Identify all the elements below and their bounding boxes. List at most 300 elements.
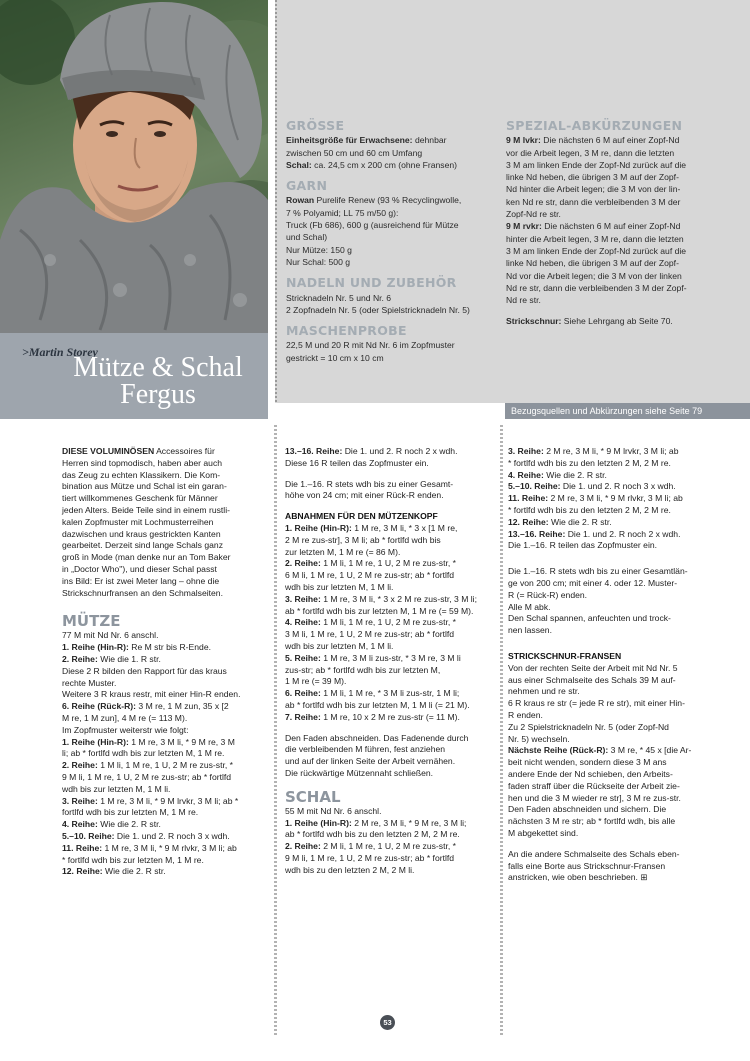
instruction-text: 1 M li, 1 M re, 1 U, 2 M re zus-str, * <box>97 760 233 771</box>
instruction-text: nehmen und re str. <box>508 686 580 697</box>
text-line <box>285 582 495 594</box>
instruction-text: 3 M am linken Ende der Zopf-Nd zurück auf die <box>506 245 687 256</box>
instruction-text: An die andere Schmalseite des Schals eben- <box>508 848 680 859</box>
instruction-text: dehnbar <box>412 135 447 146</box>
text-line <box>62 701 270 713</box>
page-number: 53 <box>380 1015 395 1030</box>
instruction-label: 9 M rvkr: <box>506 221 542 232</box>
instruction-label: Nächste Reihe (Rück-R): <box>508 745 609 756</box>
instruction-text: Den Faden abschneiden. Das Fadenende durch <box>285 732 469 743</box>
title-line-2: Fergus <box>120 379 196 410</box>
instruction-text: 6 M li, 1 M re, 1 U, 2 M re zus-str; ab * fortlfd <box>285 570 455 581</box>
instruction-text: zur letzten M, 1 M re (= 86 M). <box>285 546 401 557</box>
instruction-label: 9 M lvkr: <box>506 135 541 146</box>
text-line <box>62 737 270 749</box>
spacer <box>508 840 744 849</box>
instruction-text: 3 M re, * 45 x [die Ar- <box>608 745 692 756</box>
instruction-text: faden straff über die Rückseite der Arbeit zie- <box>508 780 680 791</box>
instruction-text: ca. 24,5 cm x 200 cm (ohne Fransen) <box>311 159 458 170</box>
instruction-text: 1 M re, 3 M li, * 3 x 2 M re zus-str, 3 M li; <box>320 593 477 604</box>
instruction-text: Die 1. und 2. R noch 2 x wdh. <box>342 446 458 456</box>
text-line <box>506 245 746 257</box>
spacer <box>285 502 495 511</box>
text-line <box>62 642 270 654</box>
spacer <box>285 470 495 479</box>
instruction-text: Die 1.–16. R stets wdh bis zu einer Gesamtlän- <box>508 566 688 577</box>
model-photo <box>0 0 268 333</box>
text-line <box>506 294 746 306</box>
instruction-text: 3 M am linken Ende der Zopf-Nd zurück auf die <box>506 159 687 170</box>
instruction-text: bination aus Mütze und Schal ist ein garan- <box>62 481 227 492</box>
text-line <box>508 745 744 757</box>
text-line <box>285 558 495 570</box>
instruction-label: Einheitsgröße für Erwachsene: <box>286 135 413 146</box>
strickschnur-note: Strickschnur: Siehe Lehrgang ab Seite 70. <box>506 316 673 327</box>
text-line <box>62 784 270 796</box>
instruction-text: die verbleibenden M führen, fest anziehen <box>285 744 446 755</box>
text-line <box>286 244 501 256</box>
text-line <box>508 757 744 769</box>
instruction-text: 22,5 M und 20 R mit Nd Nr. 6 im Zopfmuster <box>286 340 455 351</box>
instruction-text: Nur Mütze: 150 g <box>286 244 352 255</box>
instruction-text: Im Zopfmuster weiterstr wie folgt: <box>62 724 189 735</box>
instruction-label: Rowan <box>286 195 315 206</box>
instruction-label: 1. Reihe (Hin-R): <box>62 642 129 653</box>
text-line <box>286 219 501 231</box>
text-line <box>508 872 744 884</box>
instruction-text: ge von 200 cm; mit einer 4. oder 12. Muster- <box>508 577 678 588</box>
text-line <box>286 304 501 316</box>
instruction-label: 13.–16. Reihe: <box>508 528 566 539</box>
text-line <box>62 493 270 505</box>
text-line <box>62 630 270 642</box>
instruction-text: Strickschnurfransen an den Schmalseiten. <box>62 587 223 598</box>
instruction-text: zwischen 50 cm und 60 cm Umfang <box>286 147 423 158</box>
section-nadeln <box>286 277 501 316</box>
heading-nadeln: NADELN UND ZUBEHÖR <box>286 275 457 291</box>
instruction-text: 2 M re, 3 M li, * 9 M re, 3 M li; <box>351 817 467 828</box>
text-line <box>285 490 495 502</box>
text-line <box>285 653 495 665</box>
instruction-text: andere Ende der Nd schieben, den Arbeits- <box>508 768 673 779</box>
text-line <box>508 781 744 793</box>
instruction-text: ins Bild: Er ist zwei Meter lang – ohne die <box>62 575 220 586</box>
instruction-label: 3. Reihe: <box>62 795 98 806</box>
column-divider <box>500 425 503 1037</box>
text-line <box>285 458 495 470</box>
instruction-label: 1. Reihe (Hin-R): <box>285 522 352 533</box>
text-line <box>508 816 744 828</box>
text-line <box>508 625 744 637</box>
text-line <box>62 819 270 831</box>
spacer <box>508 637 744 651</box>
instruction-text: in „Doctor Who"), und dieser Schal passt <box>62 563 217 574</box>
instruction-text: 1 M re, 3 M li, * 9 M lrvkr, 3 M li; ab * <box>97 795 239 806</box>
text-line <box>285 446 495 458</box>
instruction-text: 1 M re, 3 M li, * 9 M re, 3 M <box>128 736 235 747</box>
instruction-text: falls eine Borte aus Strickschnur-Fransen <box>508 860 666 871</box>
instruction-text: 2 M re, 3 M li, * 9 M lrvkr, 3 M li; ab <box>543 446 679 456</box>
designer-name: >Martin Storey <box>22 345 98 359</box>
instruction-label: 2. Reihe: <box>62 760 98 771</box>
text-line <box>285 629 495 641</box>
instruction-text: gestrickt = 10 cm x 10 cm <box>286 352 384 363</box>
instruction-text: ken Nd re str, dann die verbleibenden 3 M der <box>506 196 681 207</box>
instruction-label: 3. Reihe: <box>508 446 544 456</box>
instruction-text: Nd re str. <box>506 295 541 306</box>
instruction-text: 1 M re (= 39 M). <box>285 676 347 687</box>
instruction-label: 7. Reihe: <box>285 711 321 722</box>
text-line <box>62 866 270 878</box>
instruction-text: anstricken, wie oben beschrieben. ⊞ <box>508 872 648 883</box>
text-line <box>508 793 744 805</box>
instruction-text: 1 M li, 1 M re, * 3 M li zus-str, 1 M li; <box>320 688 460 699</box>
text-line <box>285 806 495 818</box>
column-divider <box>274 425 277 1037</box>
instruction-label: 13.–16. Reihe: <box>285 446 343 456</box>
text-line <box>285 853 495 865</box>
text-line <box>508 698 744 710</box>
instruction-text: rechte Muster. <box>62 677 117 688</box>
instruction-text: Re M str bis R-Ende. <box>128 642 211 653</box>
instruction-label: DIESE VOLUMINÖSEN <box>62 446 155 456</box>
instruction-text: aus einer Schmalseite des Schals 39 M auf- <box>508 674 676 685</box>
instruction-text: Wie die 2. R str. <box>97 819 161 830</box>
text-line <box>286 207 501 219</box>
instruction-text: gearbeitet. Derzeit sind lange Schals ganz <box>62 540 223 551</box>
instruction-text: Die 1.–16. R stets wdh bis zu einer Gesamt- <box>285 478 454 489</box>
text-line <box>285 744 495 756</box>
instruction-label: Schal: <box>286 159 312 170</box>
instruction-label: 1. Reihe (Hin-R): <box>285 817 352 828</box>
text-line <box>286 256 501 268</box>
text-line <box>508 861 744 873</box>
text-line <box>286 292 501 304</box>
text-line <box>506 208 746 220</box>
instruction-label: 6. Reihe (Rück-R): <box>62 701 137 712</box>
instruction-text: das Zeug zu echten Klassikern. Die Kom- <box>62 469 221 480</box>
instruction-text: M abgekettet sind. <box>508 827 579 838</box>
instruction-text: 3 M li, 1 M re, 1 U, 2 M re zus-str; ab * fortlfd <box>285 629 455 640</box>
text-line <box>62 540 270 552</box>
instruction-text: ab * fortlfd wdh bis zu den letzten 2 M, 2 M re. <box>285 829 460 840</box>
instruction-label: 2. Reihe: <box>62 653 98 664</box>
instruction-label: 11. Reihe: <box>508 493 549 504</box>
instruction-text: nen lassen. <box>508 625 552 636</box>
info-column-left <box>286 120 501 364</box>
text-line <box>506 147 746 159</box>
instruction-text: zus-str; ab * fortlfd wdh bis zur letzten M, <box>285 664 441 675</box>
text-line <box>285 865 495 877</box>
text-line <box>285 547 495 559</box>
text-line <box>62 505 270 517</box>
text-line <box>506 270 746 282</box>
instruction-text: Von der rechten Seite der Arbeit mit Nd Nr. 5 <box>508 662 678 673</box>
instruction-text: groß in Mode (man denke nur an Tom Baker <box>62 552 231 563</box>
text-line <box>508 458 744 470</box>
instruction-text: fortlfd wdh bis zur letzten M, 1 M re. <box>62 807 199 818</box>
text-line <box>62 713 270 725</box>
text-line <box>286 231 501 243</box>
text-line <box>508 529 744 541</box>
text-line <box>285 768 495 780</box>
text-line <box>285 688 495 700</box>
section-heading: MÜTZE <box>62 612 121 631</box>
text-line <box>285 756 495 768</box>
instruction-text: dazwischen und kraus gestrickten Kanten <box>62 528 221 539</box>
instruction-text: Diese 16 R teilen das Zopfmuster ein. <box>285 457 429 468</box>
instruction-text: 2 M re zus-str], 3 M li; ab * fortlfd wdh bis <box>285 534 441 545</box>
text-line <box>285 676 495 688</box>
instruction-text: Wie die 2. R str. <box>543 469 607 480</box>
instruction-text: R enden. <box>508 709 543 720</box>
instruction-label: 2. Reihe: <box>285 841 321 852</box>
section-garn <box>286 180 501 268</box>
text-line <box>506 134 746 146</box>
instruction-text: li; ab * fortlfd wdh bis zur letzten M, 1 M re. <box>62 748 225 759</box>
text-line <box>285 523 495 535</box>
instruction-text: Die 1. und 2. R noch 3 x wdh. <box>560 481 676 492</box>
text-line <box>62 458 270 470</box>
instruction-text: Nd hinter die Arbeit legen; die 3 M von der lin- <box>506 184 681 195</box>
text-line <box>508 663 744 675</box>
instruction-text: Diese 2 R bilden den Rapport für das kraus <box>62 665 227 676</box>
instruction-text: Den Schal spannen, anfeuchten und trock- <box>508 613 671 624</box>
text-line <box>62 666 270 678</box>
text-line <box>62 446 270 458</box>
instruction-text: Accessoires für <box>154 446 215 456</box>
instruction-text: 3 M re, 1 M zun, 35 x [2 <box>136 701 229 712</box>
text-line <box>62 481 270 493</box>
instruction-text: Die 1. und 2. R noch 3 x wdh. <box>114 830 230 841</box>
instruction-text: 7 % Polyamid; LL 75 m/50 g): <box>286 207 399 218</box>
spacer <box>508 552 744 566</box>
text-line <box>62 855 270 867</box>
instruction-text: 1 M li, 1 M re, 1 U, 2 M re zus-str, * <box>320 558 456 569</box>
instruction-text: Die 1.–16. R teilen das Zopfmuster ein. <box>508 540 658 551</box>
instruction-text: nächsten 3 M re str; ab * fortlfd wdh, bis alle <box>508 816 676 827</box>
section-heading: SCHAL <box>285 787 341 806</box>
instruction-text: 55 M mit Nd Nr. 6 anschl. <box>285 805 382 816</box>
instruction-label: 4. Reihe: <box>508 469 544 480</box>
instruction-text: 2 M re, 3 M li, * 9 M rlvkr, 3 M li; ab <box>548 493 683 504</box>
instruction-text: wdh bis zur letzten M, 1 M li. <box>285 581 394 592</box>
text-line <box>508 505 744 517</box>
text-line <box>62 576 270 588</box>
text-line <box>62 796 270 808</box>
instruction-text: Herren sind topmodisch, haben aber auch <box>62 457 223 468</box>
instruction-text: * fortlfd wdh bis zur letzten M, 1 M re. <box>62 854 204 865</box>
text-line <box>285 665 495 677</box>
text-line <box>285 641 495 653</box>
spacer <box>285 724 495 733</box>
instruction-text: wdh bis zur letzten M, 1 M li. <box>62 783 171 794</box>
text-line <box>508 710 744 722</box>
instruction-label: 1. Reihe (Hin-R): <box>62 736 129 747</box>
text-line <box>506 196 746 208</box>
instruction-text: tiert willkommenes Geschenk für Männer <box>62 493 218 504</box>
text-line <box>62 678 270 690</box>
instruction-label: 3. Reihe: <box>285 593 321 604</box>
instruction-text: Die rückwärtige Mützennaht schließen. <box>285 767 434 778</box>
instruction-text: und Schal) <box>286 232 328 243</box>
text-line <box>62 843 270 855</box>
text-line <box>508 828 744 840</box>
heading-garn: GARN <box>286 178 328 194</box>
instruction-text: 1 M re, 10 x 2 M re zus-str (= 11 M). <box>320 711 460 722</box>
text-line <box>285 712 495 724</box>
text-line <box>286 352 501 364</box>
instruction-text: linke Nd heben, die übrigen 3 M auf der Zopf- <box>506 172 679 183</box>
instruction-text: M re, 1 M zun], 4 M re (= 113 M). <box>62 712 188 723</box>
instruction-label: 12. Reihe: <box>62 866 103 877</box>
text-line <box>508 804 744 816</box>
sub-heading: ABNAHMEN FÜR DEN MÜTZENKOPF <box>285 511 438 522</box>
info-column-right <box>506 120 746 328</box>
instruction-text: * fortlfd wdh bis zu den letzten 2 M, 2 M re. <box>508 457 671 468</box>
heading-maschenprobe: MASCHENPROBE <box>286 323 407 339</box>
instruction-text: 9 M li, 1 M re, 1 U, 2 M re zus-str; ab * fortlfd <box>285 852 455 863</box>
instruction-text: 9 M li, 1 M re, 1 U, 2 M re zus-str; ab * fortlfd <box>62 771 232 782</box>
instruction-text: Den Faden abschneiden und sichern. Die <box>508 804 667 815</box>
instruction-text: beit nicht wenden, sondern diese 3 M ans <box>508 757 667 768</box>
instruction-label: 2. Reihe: <box>285 558 321 569</box>
text-line <box>285 829 495 841</box>
instruction-label: 5. Reihe: <box>285 652 321 663</box>
text-line <box>286 147 501 159</box>
text-line <box>508 769 744 781</box>
instruction-text: wdh bis zur letzten M, 1 M li. <box>285 640 394 651</box>
instruction-text: ab * fortlfd wdh bis zur letzten M, 1 M re (= 59 M). <box>285 605 474 616</box>
instruction-text: Nd re str, dann die verbleibenden 3 M der Zopf- <box>506 282 687 293</box>
text-line <box>62 529 270 541</box>
instruction-text: 2 M li, 1 M re, 1 U, 2 M re zus-str, * <box>320 841 456 852</box>
text-line <box>285 535 495 547</box>
instruction-text: Stricknadeln Nr. 5 und Nr. 6 <box>286 292 392 303</box>
instruction-text: 6 R kraus re str (= jede R re str), mit einer Hin- <box>508 698 685 709</box>
section-groesse <box>286 120 501 171</box>
text-line <box>285 733 495 745</box>
text-line <box>285 479 495 491</box>
text-line <box>285 570 495 582</box>
text-line <box>508 613 744 625</box>
pattern-title <box>60 354 256 408</box>
instruction-text: Zopf-Nd re str. <box>506 209 561 220</box>
instruction-text: Die nächsten 6 M auf einer Zopf-Nd <box>541 221 681 232</box>
text-line <box>62 654 270 666</box>
text-line <box>508 493 744 505</box>
text-line <box>508 734 744 746</box>
instruction-text: jeden Alters. Beide Teile sind in einem rustli- <box>62 504 230 515</box>
text-line <box>508 722 744 734</box>
text-line <box>506 233 746 245</box>
text-line <box>62 470 270 482</box>
heading-spezial: SPEZIAL-ABKÜRZUNGEN <box>506 118 683 133</box>
heading-groesse: GRÖSSE <box>286 118 345 133</box>
text-line <box>62 689 270 701</box>
instruction-text: 77 M mit Nd Nr. 6 anschl. <box>62 630 159 641</box>
instruction-text: vor die Arbeit legen, 3 M re, dann die letzten <box>506 147 675 158</box>
text-line <box>286 134 501 146</box>
section-maschenprobe <box>286 325 501 364</box>
text-line <box>285 617 495 629</box>
text-line <box>508 481 744 493</box>
text-line <box>62 588 270 600</box>
text-line <box>506 257 746 269</box>
instruction-text: Weitere 3 R kraus restr, mit einer Hin-R enden. <box>62 689 241 700</box>
text-line <box>508 849 744 861</box>
text-line <box>62 552 270 564</box>
text-line <box>506 183 746 195</box>
instruction-text: R (= Rück-R) enden. <box>508 589 588 600</box>
instruction-text: Die nächsten 6 M auf einer Zopf-Nd <box>540 135 680 146</box>
instruction-text: Wie die 2. R str. <box>102 866 166 877</box>
instruction-text: ab * fortlfd wdh bis zur letzten M, 1 M li (= 21 M). <box>285 699 470 710</box>
instruction-text: Wie die 1. R str. <box>97 653 161 664</box>
text-line <box>62 517 270 529</box>
instruction-text: Zu 2 Spielstricknadeln Nr. 5 (oder Zopf-Nd <box>508 721 669 732</box>
text-line <box>285 818 495 830</box>
text-line <box>508 517 744 529</box>
instruction-label: 5.–10. Reihe: <box>508 481 561 492</box>
text-line <box>508 578 744 590</box>
title-line-1: Mütze & Schal <box>73 352 243 383</box>
text-line <box>285 594 495 606</box>
instruction-text: Die 1. und 2. R noch 2 x wdh. <box>565 528 681 539</box>
text-line <box>62 831 270 843</box>
text-line <box>508 590 744 602</box>
text-line <box>286 194 501 206</box>
instruction-text: Nd vor die Arbeit legen; die 3 M von der linken <box>506 270 682 281</box>
instruction-text: Nur Schal: 500 g <box>286 256 351 267</box>
instruction-label: 5.–10. Reihe: <box>62 830 115 841</box>
instruction-text: Purelife Renew (93 % Recyclingwolle, <box>314 195 462 206</box>
instruction-text: und auf der linken Seite der Arbeit vernähen. <box>285 756 456 767</box>
text-line <box>506 282 746 294</box>
text-line <box>62 772 270 784</box>
instruction-label: 4. Reihe: <box>285 617 321 628</box>
text-line <box>286 339 501 351</box>
text-line <box>506 220 746 232</box>
instruction-text: Nr. 5) wechseln. <box>508 733 570 744</box>
instruction-text: 1 M li, 1 M re, 1 U, 2 M re zus-str, * <box>320 617 456 628</box>
instruction-text: 1 M re, 3 M li zus-str, * 3 M re, 3 M li <box>320 652 461 663</box>
instruction-text: wdh bis zu den letzten 2 M, 2 M li. <box>285 864 415 875</box>
instruction-label: 11. Reihe: <box>62 842 103 853</box>
text-line <box>508 470 744 482</box>
text-column-1 <box>62 446 270 878</box>
instruction-text: hinter die Arbeit legen, 3 M re, dann die letzten <box>506 233 684 244</box>
instruction-text: kalen Zopfmuster mit Lochmusterreihen <box>62 516 214 527</box>
instruction-text: * fortlfd wdh bis zu den letzten 2 M, 2 M re. <box>508 504 671 515</box>
reference-bar: Bezugsquellen und Abkürzungen siehe Seite 79 <box>505 403 750 419</box>
text-line <box>62 807 270 819</box>
text-line <box>62 748 270 760</box>
instruction-text: höhe von 24 cm; mit einer Rück-R enden. <box>285 490 444 501</box>
instruction-text: linke Nd heben, die übrigen 3 M auf der Zopf- <box>506 258 679 269</box>
text-line <box>506 171 746 183</box>
panel-edge <box>275 0 277 403</box>
text-line <box>62 725 270 737</box>
sub-heading: STRICKSCHNUR-FRANSEN <box>508 650 622 661</box>
text-line <box>508 675 744 687</box>
text-line <box>285 841 495 853</box>
text-column-2 <box>285 446 495 877</box>
text-line <box>285 606 495 618</box>
text-line <box>62 564 270 576</box>
instruction-text: Alle M abk. <box>508 601 551 612</box>
text-column-3 <box>508 446 744 884</box>
